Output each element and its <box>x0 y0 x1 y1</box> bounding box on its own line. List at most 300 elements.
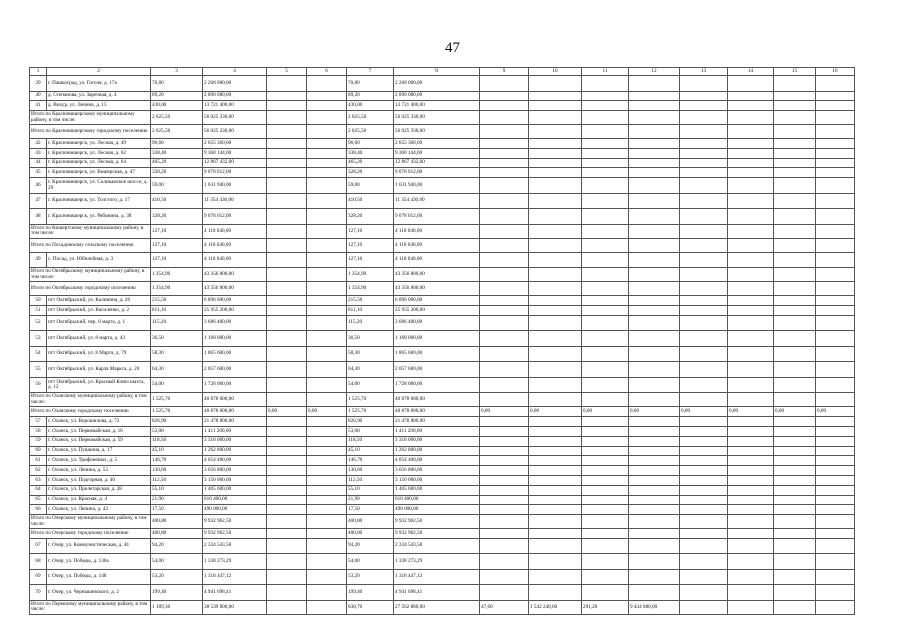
value-cell <box>582 456 629 466</box>
value-cell <box>680 495 728 505</box>
value-cell: 17,50 <box>347 505 394 515</box>
value-cell <box>629 346 680 362</box>
value-cell: 291,20 <box>582 600 629 614</box>
value-cell <box>480 282 529 296</box>
value-cell <box>774 101 816 111</box>
table-row <box>30 158 855 168</box>
value-cell: 3 318 000,00 <box>394 436 480 446</box>
table-row <box>30 238 855 252</box>
value-cell <box>480 168 529 178</box>
value-cell <box>680 209 728 225</box>
value-cell <box>267 554 307 570</box>
value-cell: 9 078 012,00 <box>203 168 267 178</box>
value-cell <box>267 91 307 101</box>
value-cell: 4 118 040,00 <box>394 238 480 252</box>
table-row <box>30 393 855 407</box>
value-cell <box>680 125 728 139</box>
value-cell: 43 356 800,00 <box>394 282 480 296</box>
value-cell <box>629 554 680 570</box>
value-cell: 115,20 <box>347 315 394 331</box>
total-label-cell: Итого по Октябрьскому муниципальному району, в том числе: <box>30 268 151 282</box>
value-cell: 1 338 273,29 <box>203 554 267 570</box>
row-number-cell: 55 <box>30 362 47 378</box>
value-cell: 40 878 000,00 <box>394 393 480 407</box>
value-cell <box>307 238 347 252</box>
value-cell: 55,10 <box>347 485 394 495</box>
value-cell <box>582 377 629 393</box>
value-cell <box>774 139 816 149</box>
value-cell <box>480 296 529 306</box>
value-cell <box>629 315 680 331</box>
address-cell: пгт Октябрьский, ул. 8 марта, д. 43 <box>47 331 151 347</box>
value-cell <box>307 101 347 111</box>
value-cell: 2 268 000,00 <box>203 76 267 92</box>
value-cell <box>529 139 582 149</box>
value-cell: 1 354,90 <box>347 268 394 282</box>
row-number-cell: 43 <box>30 148 47 158</box>
value-cell <box>529 485 582 495</box>
value-cell: 11 354 430,00 <box>203 193 267 209</box>
value-cell <box>629 306 680 316</box>
row-number-cell: 42 <box>30 139 47 149</box>
value-cell: 13 721 400,00 <box>394 101 480 111</box>
value-cell <box>529 554 582 570</box>
value-cell <box>629 466 680 476</box>
value-cell <box>774 515 816 529</box>
value-cell: 3 656 800,00 <box>203 466 267 476</box>
value-cell <box>629 193 680 209</box>
value-cell <box>307 485 347 495</box>
value-cell <box>480 125 529 139</box>
value-cell: 1 262 800,00 <box>394 446 480 456</box>
table-row <box>30 148 855 158</box>
value-cell <box>582 446 629 456</box>
value-cell <box>307 76 347 92</box>
value-cell <box>680 466 728 476</box>
value-cell <box>480 505 529 515</box>
value-cell <box>480 529 529 539</box>
value-cell <box>529 377 582 393</box>
value-cell <box>629 495 680 505</box>
row-number-cell: 54 <box>30 346 47 362</box>
table-row <box>30 515 855 529</box>
value-cell <box>307 315 347 331</box>
value-cell: 826,90 <box>151 417 203 427</box>
value-cell <box>582 585 629 601</box>
value-cell: 127,10 <box>151 224 203 238</box>
value-cell <box>582 569 629 585</box>
value-cell <box>774 569 816 585</box>
value-cell <box>582 426 629 436</box>
value-cell <box>728 178 774 194</box>
value-cell <box>774 296 816 306</box>
address-cell: г. Красновишерск, ул. Соликамское шоссе, д. 29 <box>47 178 151 194</box>
value-cell <box>529 209 582 225</box>
row-number-cell: 49 <box>30 252 47 268</box>
value-cell <box>629 475 680 485</box>
value-cell <box>480 426 529 436</box>
value-cell <box>816 346 855 362</box>
value-cell: 4 941 698,41 <box>203 585 267 601</box>
table-row <box>30 600 855 614</box>
value-cell: 2 890 080,00 <box>203 91 267 101</box>
value-cell <box>680 585 728 601</box>
value-cell <box>267 306 307 316</box>
value-cell <box>680 538 728 554</box>
value-cell <box>629 91 680 101</box>
table-row <box>30 306 855 316</box>
value-cell <box>816 569 855 585</box>
value-cell <box>267 456 307 466</box>
value-cell: 215,50 <box>151 296 203 306</box>
value-cell <box>629 268 680 282</box>
value-cell <box>267 224 307 238</box>
table-row <box>30 426 855 436</box>
value-cell <box>529 446 582 456</box>
table-body <box>30 68 855 615</box>
value-cell: 2 025,50 <box>151 111 203 125</box>
value-cell <box>680 505 728 515</box>
table-row <box>30 315 855 331</box>
value-cell <box>480 224 529 238</box>
column-number: 9 <box>480 68 529 76</box>
value-cell: 40 878 000,00 <box>203 393 267 407</box>
value-cell <box>267 252 307 268</box>
value-cell <box>728 446 774 456</box>
value-cell <box>480 331 529 347</box>
value-cell <box>728 315 774 331</box>
value-cell <box>307 125 347 139</box>
value-cell: 64,30 <box>347 362 394 378</box>
value-cell <box>728 495 774 505</box>
value-cell: 1 865 600,00 <box>203 346 267 362</box>
address-cell: г. Очер, ул. Победы, д. 148 <box>47 569 151 585</box>
value-cell <box>307 168 347 178</box>
value-cell <box>529 466 582 476</box>
value-cell: 9 078 012,00 <box>203 209 267 225</box>
value-cell <box>728 466 774 476</box>
value-cell: 9 434 880,00 <box>629 600 680 614</box>
value-cell: 4 118 040,00 <box>394 252 480 268</box>
value-cell: 89,20 <box>347 91 394 101</box>
value-cell <box>480 111 529 125</box>
value-cell: 112,50 <box>151 475 203 485</box>
column-number-row <box>30 68 855 76</box>
value-cell <box>728 554 774 570</box>
value-cell <box>529 252 582 268</box>
value-cell <box>774 377 816 393</box>
row-number-cell: 70 <box>30 585 47 601</box>
value-cell <box>680 268 728 282</box>
value-cell: 2 655 360,00 <box>203 139 267 149</box>
value-cell <box>728 268 774 282</box>
value-cell <box>680 224 728 238</box>
column-number: 2 <box>47 68 151 76</box>
value-cell <box>774 193 816 209</box>
value-cell <box>629 456 680 466</box>
value-cell <box>529 168 582 178</box>
value-cell <box>680 600 728 614</box>
value-cell <box>728 193 774 209</box>
value-cell <box>728 377 774 393</box>
value-cell <box>307 148 347 158</box>
row-number-cell: 66 <box>30 505 47 515</box>
value-cell <box>629 101 680 111</box>
value-cell <box>582 436 629 446</box>
value-cell <box>629 426 680 436</box>
address-cell: пгт Октябрьский, ул. Карла Маркса, д. 20 <box>47 362 151 378</box>
value-cell <box>680 101 728 111</box>
value-cell <box>816 600 855 614</box>
value-cell: 400,80 <box>151 529 203 539</box>
value-cell: 4 941 698,41 <box>394 585 480 601</box>
value-cell <box>307 495 347 505</box>
value-cell <box>480 315 529 331</box>
value-cell <box>774 148 816 158</box>
value-cell <box>307 538 347 554</box>
value-cell: 1 354,90 <box>151 268 203 282</box>
value-cell: 45,10 <box>347 446 394 456</box>
value-cell <box>267 139 307 149</box>
address-cell: г. Оханск, ул. Ленина, д. 53 <box>47 466 151 476</box>
value-cell <box>680 331 728 347</box>
value-cell: 826,90 <box>347 417 394 427</box>
address-cell: г. Красновишерск, ул. Рябинина, д. 38 <box>47 209 151 225</box>
value-cell <box>529 76 582 92</box>
value-cell <box>307 331 347 347</box>
value-cell <box>480 446 529 456</box>
value-cell <box>816 505 855 515</box>
value-cell: 64,30 <box>151 362 203 378</box>
table-row <box>30 485 855 495</box>
value-cell <box>307 505 347 515</box>
value-cell <box>629 224 680 238</box>
address-cell: г. Очер, ул. Чернышевского, д. 2 <box>47 585 151 601</box>
value-cell <box>774 436 816 446</box>
value-cell: 0,00 <box>728 407 774 417</box>
value-cell: 328,20 <box>347 168 394 178</box>
value-cell <box>816 456 855 466</box>
address-cell: г. Красновишерск, ул. Лесная, д. 62 <box>47 148 151 158</box>
value-cell <box>307 158 347 168</box>
column-number: 3 <box>151 68 203 76</box>
value-cell <box>774 417 816 427</box>
value-cell: 430,00 <box>347 101 394 111</box>
value-cell: 3 318 000,00 <box>203 436 267 446</box>
value-cell <box>582 282 629 296</box>
value-cell: 9 360 144,00 <box>203 148 267 158</box>
value-cell <box>629 377 680 393</box>
value-cell <box>816 178 855 194</box>
value-cell <box>816 268 855 282</box>
value-cell <box>629 436 680 446</box>
value-cell <box>267 238 307 252</box>
value-cell <box>728 101 774 111</box>
value-cell <box>728 505 774 515</box>
value-cell <box>629 331 680 347</box>
value-cell: 1 865 600,00 <box>394 346 480 362</box>
value-cell <box>774 529 816 539</box>
value-cell <box>480 485 529 495</box>
value-cell <box>307 515 347 529</box>
value-cell <box>816 209 855 225</box>
value-cell <box>267 600 307 614</box>
value-cell: 1 354,90 <box>151 282 203 296</box>
value-cell <box>774 446 816 456</box>
value-cell <box>529 393 582 407</box>
value-cell <box>307 91 347 101</box>
value-cell <box>582 193 629 209</box>
value-cell: 36,50 <box>151 331 203 347</box>
value-cell <box>774 456 816 466</box>
value-cell: 47,60 <box>480 600 529 614</box>
address-cell: г. Красновишерск, ул. Вишерская, д. 47 <box>47 168 151 178</box>
value-cell <box>774 495 816 505</box>
value-cell <box>774 538 816 554</box>
address-cell: г. Оханск, ул. Подгорная, д. 40 <box>47 475 151 485</box>
address-cell: пгт Октябрьский, ул. Калинина, д. 26 <box>47 296 151 306</box>
value-cell: 43 356 800,00 <box>203 282 267 296</box>
table-row <box>30 101 855 111</box>
value-cell <box>816 393 855 407</box>
table-row <box>30 585 855 601</box>
value-cell: 4 118 040,00 <box>203 224 267 238</box>
value-cell <box>267 475 307 485</box>
value-cell: 2 057 600,00 <box>394 362 480 378</box>
row-number-cell: 44 <box>30 158 47 168</box>
value-cell: 56 025 330,00 <box>394 125 480 139</box>
value-cell <box>680 377 728 393</box>
value-cell <box>816 331 855 347</box>
value-cell: 1 354,90 <box>347 282 394 296</box>
value-cell <box>267 209 307 225</box>
value-cell <box>267 111 307 125</box>
value-cell <box>680 306 728 316</box>
value-cell <box>680 315 728 331</box>
table-row <box>30 554 855 570</box>
value-cell <box>728 158 774 168</box>
value-cell <box>267 331 307 347</box>
value-cell: 430,00 <box>151 101 203 111</box>
value-cell: 58,30 <box>151 346 203 362</box>
address-cell: г. Красновишерск, ул. Лесная, д. 49 <box>47 139 151 149</box>
value-cell: 12 867 432,00 <box>394 158 480 168</box>
value-cell <box>728 569 774 585</box>
value-cell <box>582 475 629 485</box>
value-cell: 328,20 <box>347 209 394 225</box>
value-cell <box>629 168 680 178</box>
address-cell: г. Оханск, ул. Красная, д. 4 <box>47 495 151 505</box>
value-cell <box>629 76 680 92</box>
value-cell <box>629 282 680 296</box>
value-cell <box>774 466 816 476</box>
value-cell <box>774 315 816 331</box>
value-cell <box>680 417 728 427</box>
value-cell <box>480 585 529 601</box>
value-cell <box>582 224 629 238</box>
value-cell <box>629 296 680 306</box>
value-cell <box>680 515 728 529</box>
value-cell <box>582 139 629 149</box>
value-cell <box>728 585 774 601</box>
value-cell <box>582 306 629 316</box>
value-cell: 6 896 000,00 <box>394 296 480 306</box>
value-cell <box>774 268 816 282</box>
total-label-cell: Итого по Красновишерскому городскому поселению <box>30 125 151 139</box>
value-cell <box>267 436 307 446</box>
value-cell: 0,00 <box>629 407 680 417</box>
value-cell: 96,60 <box>151 139 203 149</box>
row-number-cell: 52 <box>30 315 47 331</box>
value-cell: 490 000,00 <box>394 505 480 515</box>
address-cell: г. Оханск, ул. Первомайская, д. 59 <box>47 436 151 446</box>
value-cell <box>774 76 816 92</box>
table-row <box>30 446 855 456</box>
value-cell <box>582 101 629 111</box>
value-cell <box>816 296 855 306</box>
value-cell: 1 525,70 <box>347 407 394 417</box>
address-cell: д. Вихур, ул. Ленина, д. 15 <box>47 101 151 111</box>
value-cell <box>680 446 728 456</box>
value-cell <box>267 76 307 92</box>
total-label-cell: Итого по Красновишерскому муниципальному району, в том числе: <box>30 111 151 125</box>
value-cell <box>629 125 680 139</box>
value-cell <box>774 554 816 570</box>
value-cell <box>582 554 629 570</box>
value-cell: 1 168 000,00 <box>203 331 267 347</box>
value-cell <box>529 515 582 529</box>
value-cell <box>307 282 347 296</box>
value-cell <box>267 515 307 529</box>
column-number: 15 <box>774 68 816 76</box>
row-number-cell: 65 <box>30 495 47 505</box>
table-row <box>30 538 855 554</box>
column-number: 8 <box>394 68 480 76</box>
value-cell: 1 405 600,00 <box>394 485 480 495</box>
row-number-cell: 40 <box>30 91 47 101</box>
table-row <box>30 224 855 238</box>
value-cell <box>480 268 529 282</box>
value-cell: 13 721 400,00 <box>203 101 267 111</box>
value-cell: 9 932 962,50 <box>394 529 480 539</box>
value-cell <box>629 505 680 515</box>
value-cell <box>816 306 855 316</box>
value-cell <box>680 76 728 92</box>
value-cell <box>480 466 529 476</box>
value-cell <box>816 148 855 158</box>
value-cell <box>680 296 728 306</box>
value-cell: 53,20 <box>151 569 203 585</box>
value-cell: 146,70 <box>347 456 394 466</box>
value-cell <box>267 362 307 378</box>
value-cell <box>728 475 774 485</box>
value-cell: 2 025,50 <box>151 125 203 139</box>
value-cell <box>267 168 307 178</box>
value-cell: 45,10 <box>151 446 203 456</box>
value-cell: 27 562 880,00 <box>394 600 480 614</box>
value-cell <box>267 377 307 393</box>
value-cell <box>582 362 629 378</box>
value-cell <box>582 296 629 306</box>
value-cell <box>582 252 629 268</box>
housing-register-table <box>29 67 855 615</box>
value-cell: 127,10 <box>151 238 203 252</box>
value-cell <box>582 495 629 505</box>
value-cell <box>728 538 774 554</box>
value-cell <box>774 158 816 168</box>
total-label-cell: Итого по Посадовскому сельскому поселению <box>30 238 151 252</box>
value-cell <box>529 538 582 554</box>
